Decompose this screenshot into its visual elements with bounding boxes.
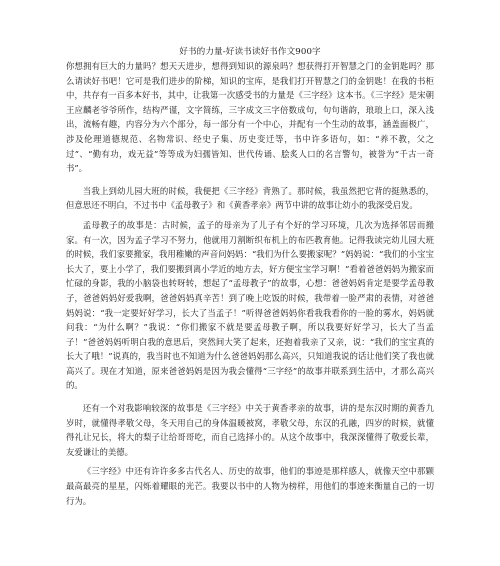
paragraph-gap xyxy=(66,176,434,184)
paragraph-gap xyxy=(66,393,434,401)
paragraph-kindergarten: 当我上到幼儿园大班的时候，我便把《三字经》背熟了。那时候，我虽然把它背的挺熟悉的，但意思还不明白，不过书中《孟母教子》和《黄香孝亲》两节中讲的故事让幼小的我深受启发。 xyxy=(66,185,434,211)
paragraph-mencius-mother: 孟母教子的故事是：古时候，孟子的母亲为了儿子有个好的学习环境，几次为选择邻居而搬家。有一次，因为孟子学习不努力，他就用刀割断织布机上的布匹教育他。记得我读完幼儿园大班的时候，我们家要搬家，我用稚嫩的声音问妈妈：“我们为什么要搬家呢？”妈妈说：“我们的小宝宝长大了，要上小学了，我们要搬到离小学近的地方去，好方便宝宝学习啊！”看着爸爸妈妈为搬家而忙碌的身影，我的小脑袋也转呀转，想起了“孟母教子”的故事，心想：爸爸妈妈肯定是要学孟母教子，爸爸妈妈好爱我啊，爸爸妈妈真辛苦！到了晚上吃饭的时候，我带着一脸严肃的表情，对爸爸妈妈说：“我一定要好好学习，长大了当孟子！”听得爸爸妈妈你看我我看你的一脸的雾水，妈妈就问我：“为什么啊？”我说：“你们搬家不就是要孟母教子啊，所以我要好好学习，长大了当孟子！”爸爸妈妈听明白我的意思后，突然间大笑了起来，还抱着我亲了又亲，说：“我们的宝宝真的长大了哦！”说真的，我当时也不知道为什么爸爸妈妈那么高兴，只知道我说的话让他们笑了我也就高兴了。现在才知道，原来爸爸妈妈是因为我会懂得“三字经”的故事并联系到生活中，才那么高兴的。 xyxy=(66,219,434,391)
document-title: 好书的力量-好读书读好书作文900字 xyxy=(179,47,321,57)
paragraph-conclusion: 《三字经》中还有许许多多古代名人、历史的故事，他们的事迹是那样感人，就像天空中那颗最高最亮的星星，闪烁着耀眼的光芒。我要以书中的人物为榜样，用他们的事迹来衡量自己的一切行为。 xyxy=(66,466,434,506)
paragraph-huang-xiang: 还有一个对我影响较深的故事是《三字经》中关于黄香孝亲的故事，讲的是东汉时期的黄香九岁时，就懂得孝敬父母，冬天用自己的身体温暖被窝，孝敬父母，东汉的孔融，四岁的时候，就懂得礼让兄长，将大的梨子让给哥哥吃，而自己选择小的。从这个故事中，我深深懂得了敬爱长辈，友爱谦让的美德。 xyxy=(66,403,434,457)
paragraph-intro: 你想拥有巨大的力量吗？想天天进步，想得到知识的源泉吗？想获得打开智慧之门的金钥匙吗？那么请读好书吧！它可是我们进步的阶梯，知识的宝库，是我们打开智慧之门的金钥匙！在我的书柜中，共存有一百多本好书，其中，让我第一次感受书的力量是《三字经》这本书。《三字经》是宋朝王应麟老爷爷所作，结构严谨，文字简练，三字成文三字倍数成句，句句谐韵，琅琅上口，深入浅出，流畅有趣，内容分为六个部分，每一部分有一个中心，并配有一个生动的故事，涵盖面极广，涉及伦理道德规范、名物常识、经史子集、历史变迁等，书中许多语句，如：“养不教，父之过”、“勤有功，戏无益”等等成为妇孺皆知、世代传诵、脍炙人口的名言警句，被誉为“千古一奇书”。 xyxy=(66,61,434,174)
